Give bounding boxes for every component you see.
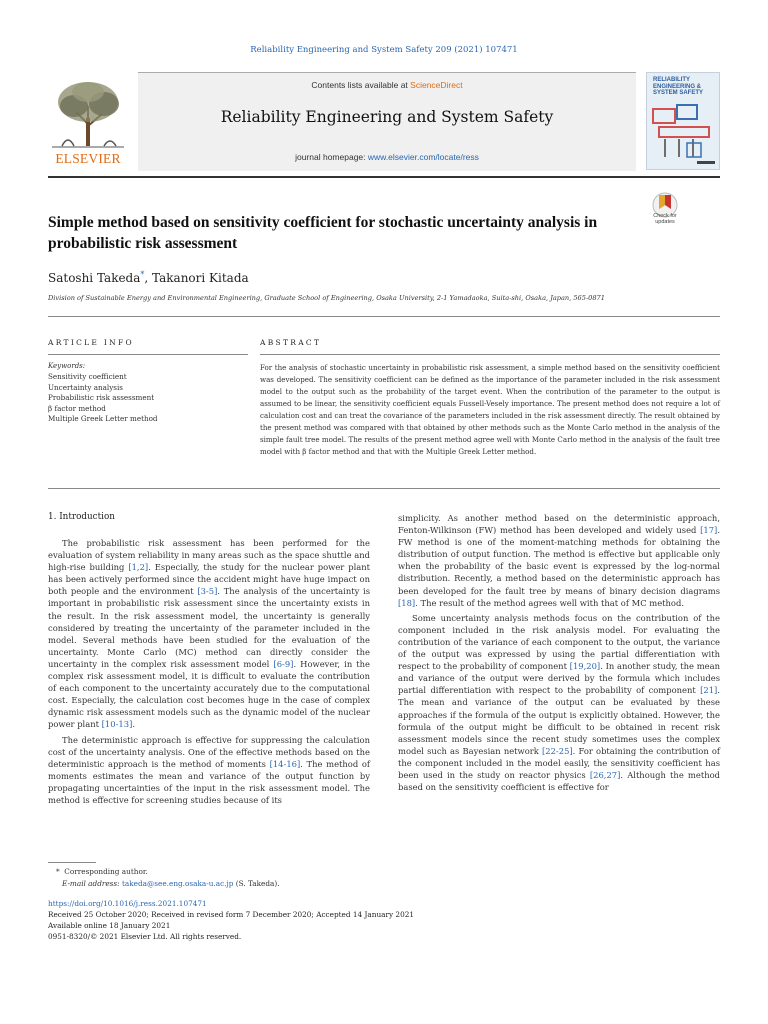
body-text: . The analysis of the uncertainty is important in probabilistic risk assessment since the uncertainty exists in the result. In the risk assessment model, the uncertainty is generally considered by treating the uncertainty of the parameter included in the model. Several methods have been studied for the evaluation of the uncertainty. Monte Carlo (MC) method can directly consider the uncertainty in the complex risk assessment model [48, 586, 370, 669]
body-text: . However, in the complex risk assessment model, it is difficult to evaluate the contribution of each component to the uncertainty accurately due to the computational cost. Especially, the calculation cost becomes huge in the case of complex dynamic risk assessment models such as the dynamic model of the nuclear power plant [48, 658, 370, 730]
keywords-label: Keywords: [48, 362, 86, 370]
body-text: simplicity. As another method based on the deterministic approach, Fenton-Wilkinson (FW) method has been developed and widely used [398, 513, 720, 536]
abstract-heading: ABSTRACT [260, 338, 322, 347]
masthead-bottom-rule [48, 176, 720, 178]
section-heading-introduction: 1. Introduction [48, 512, 115, 522]
check-for-updates-icon[interactable] [648, 191, 682, 233]
body-text: . The mean and variance of the output can be evaluated by these approaches if the formula of the output is explicitly obtained. However, the formula of the output might be difficult to be obtained in recent risk assessment models since the recent study sometimes uses the complex model such as Bayesian network [398, 685, 720, 756]
check-for-updates-label[interactable]: Check for updates [653, 213, 677, 225]
footnote-rule [48, 862, 96, 863]
article-info-heading: ARTICLE INFO [48, 338, 134, 347]
citation-link[interactable]: [26,27] [589, 769, 621, 780]
sciencedirect-link[interactable]: ScienceDirect [410, 80, 463, 90]
email-link[interactable]: takeda@see.eng.osaka-u.ac.jp [121, 879, 234, 888]
footnote-mark: * [56, 867, 60, 876]
author-list [48, 270, 249, 285]
citation-link[interactable]: [21] [700, 685, 718, 696]
citation-link[interactable]: [3-5] [197, 586, 218, 597]
body-text: . The result of the method agrees well with that of MC method. [415, 597, 684, 608]
affiliation-rule [48, 316, 720, 317]
journal-homepage-line [138, 152, 636, 162]
corresponding-author-mark[interactable]: * [140, 270, 145, 279]
body-column-right [398, 512, 720, 796]
abstract-bottom-rule [48, 488, 720, 489]
homepage-link[interactable]: www.elsevier.com/locate/ress [367, 152, 479, 162]
keyword-item: Uncertainty analysis [48, 382, 123, 392]
received-dates: Received 25 October 2020; Received in revised form 7 December 2020; Accepted 14 January 2021 [48, 910, 414, 919]
citation-link[interactable]: [10-13] [101, 719, 133, 730]
body-text: . For obtaining the contribution of the component included in the model easily, the sensitivity coefficient has been used in the study on reactor physics [398, 745, 720, 780]
author-affiliation: Division of Sustainable Energy and Environmental Engineering, Graduate School of Engineering, Osaka University, 2-1 Yamadaoka, Suita-shi, Osaka, Japan, 565-0871 [48, 294, 605, 302]
cover-title: RELIABILITY ENGINEERING & SYSTEM SAFETY [653, 77, 704, 96]
abstract-rule [260, 354, 720, 355]
keyword-item: Multiple Greek Letter method [48, 414, 158, 423]
email-label: E-mail address: [62, 879, 122, 888]
abstract-text: For the analysis of stochastic uncertainty in probabilistic risk assessment, a simple method based on the sensitivity coefficient was developed. The sensitivity coefficient can be defined as the importance of the parameter included in the risk assessment model to the output such as the probability of the target event. When the contribution of the parameter to the output is assumed to be linear, the sensitivity coefficient equals Fussell-Vesely importance. The present method does not require a lot of calculation cost and can treat the covariance of the parameters included in the risk assessment directly. The result obtained by the present method was compared with that obtained by other methods such as the Monte Carlo method in the analysis of the simple fault tree model. The results of the present method agree well with Monte Carlo method in the analysis of the fault tree model with β factor method and that with the Multiple Greek Letter method. [260, 363, 720, 456]
body-text: . Although the method based on the sensitivity coefficient is effective for [398, 769, 720, 793]
body-column-left [48, 537, 370, 809]
body-text: The probabilistic risk assessment has been performed for the evaluation of system reliability in many areas such as the space shuttle and high-rise building [48, 538, 370, 573]
journal-cover-thumbnail[interactable] [646, 72, 720, 170]
citation-link[interactable]: [19,20] [569, 661, 601, 672]
doi-link[interactable]: https://doi.org/10.1016/j.ress.2021.107471 [48, 899, 207, 908]
available-online-date: Available online 18 January 2021 [48, 921, 171, 930]
contents-availability-line [138, 80, 636, 90]
email-note [62, 878, 280, 889]
body-text: . The method of moments estimates the mean and variance of the output function by propagating uncertainties of the input in the risk assessment model. The method is effective for screening studies because of its [48, 758, 370, 805]
body-paragraph [398, 512, 720, 609]
body-text: . FW method is one of the moment-matching methods for obtaining the distribution of output function. The method is effective but applicable only when the probability of the basic event is expressed by the log-normal distribution. Recently, a method based on the deterministic approach has been developed for the fault tree by means of binary decision diagrams [398, 525, 720, 596]
article-info-rule [48, 354, 248, 355]
article-history [48, 898, 414, 942]
email-suffix: (S. Takeda). [233, 879, 280, 888]
journal-reference[interactable]: Reliability Engineering and System Safety 209 (2021) 107471 [250, 45, 518, 55]
copyright-line: 0951-8320/© 2021 Elsevier Ltd. All rights reserved. [48, 932, 242, 941]
contents-prefix: Contents lists available at [311, 80, 411, 90]
author-kitada[interactable]: Takanori Kitada [152, 271, 249, 285]
body-text: . Especially, the study for the nuclear power plant has been actively performed since the accident might have huge impact on both people and the environment [48, 562, 370, 597]
body-paragraph [398, 612, 720, 793]
citation-link[interactable]: [22-25] [541, 745, 573, 756]
cover-illustration-icon [647, 73, 721, 171]
elsevier-wordmark: ELSEVIER [55, 151, 121, 166]
body-text: . In another study, the mean and variance of the output were derived by the formula which includes partial differentiation with respect to the probability of component [398, 661, 721, 696]
journal-title: Reliability Engineering and System Safety [220, 108, 554, 126]
body-paragraph [48, 537, 370, 731]
body-paragraph [48, 734, 370, 807]
citation-link[interactable]: [1,2] [128, 562, 149, 573]
citation-link[interactable]: [18] [398, 597, 416, 608]
corresponding-author-text: Corresponding author. [64, 867, 148, 876]
homepage-prefix: journal homepage: [295, 152, 368, 162]
author-takeda[interactable]: Satoshi Takeda [48, 271, 141, 285]
citation-link[interactable]: [6-9] [273, 658, 294, 669]
keywords-list [48, 372, 248, 425]
citation-link[interactable]: [14-16] [269, 758, 301, 769]
keyword-item: Probabilistic risk assessment [48, 393, 155, 402]
body-text: The deterministic approach is effective for suppressing the calculation cost of the uncertainty analysis. One of the effective methods based on the deterministic approach is the method of moments [48, 734, 370, 769]
body-text: Some uncertainty analysis methods focus on the contribution of the component included in the risk analysis model. For evaluating the contribution of the variance of each component to the output, the variance of the output was expressed by using the partial differentiation with respect to the probability of component [398, 612, 720, 672]
keyword-item: β factor method [48, 403, 106, 413]
corresponding-author-note [56, 866, 148, 877]
keyword-item: Sensitivity coefficient [48, 372, 127, 381]
author-separator: , [144, 271, 153, 285]
citation-link[interactable]: [17] [700, 525, 718, 536]
body-text: . [132, 719, 136, 730]
article-title: Simple method based on sensitivity coefficient for stochastic uncertainty analysis in probabilistic risk assessment [48, 214, 598, 252]
